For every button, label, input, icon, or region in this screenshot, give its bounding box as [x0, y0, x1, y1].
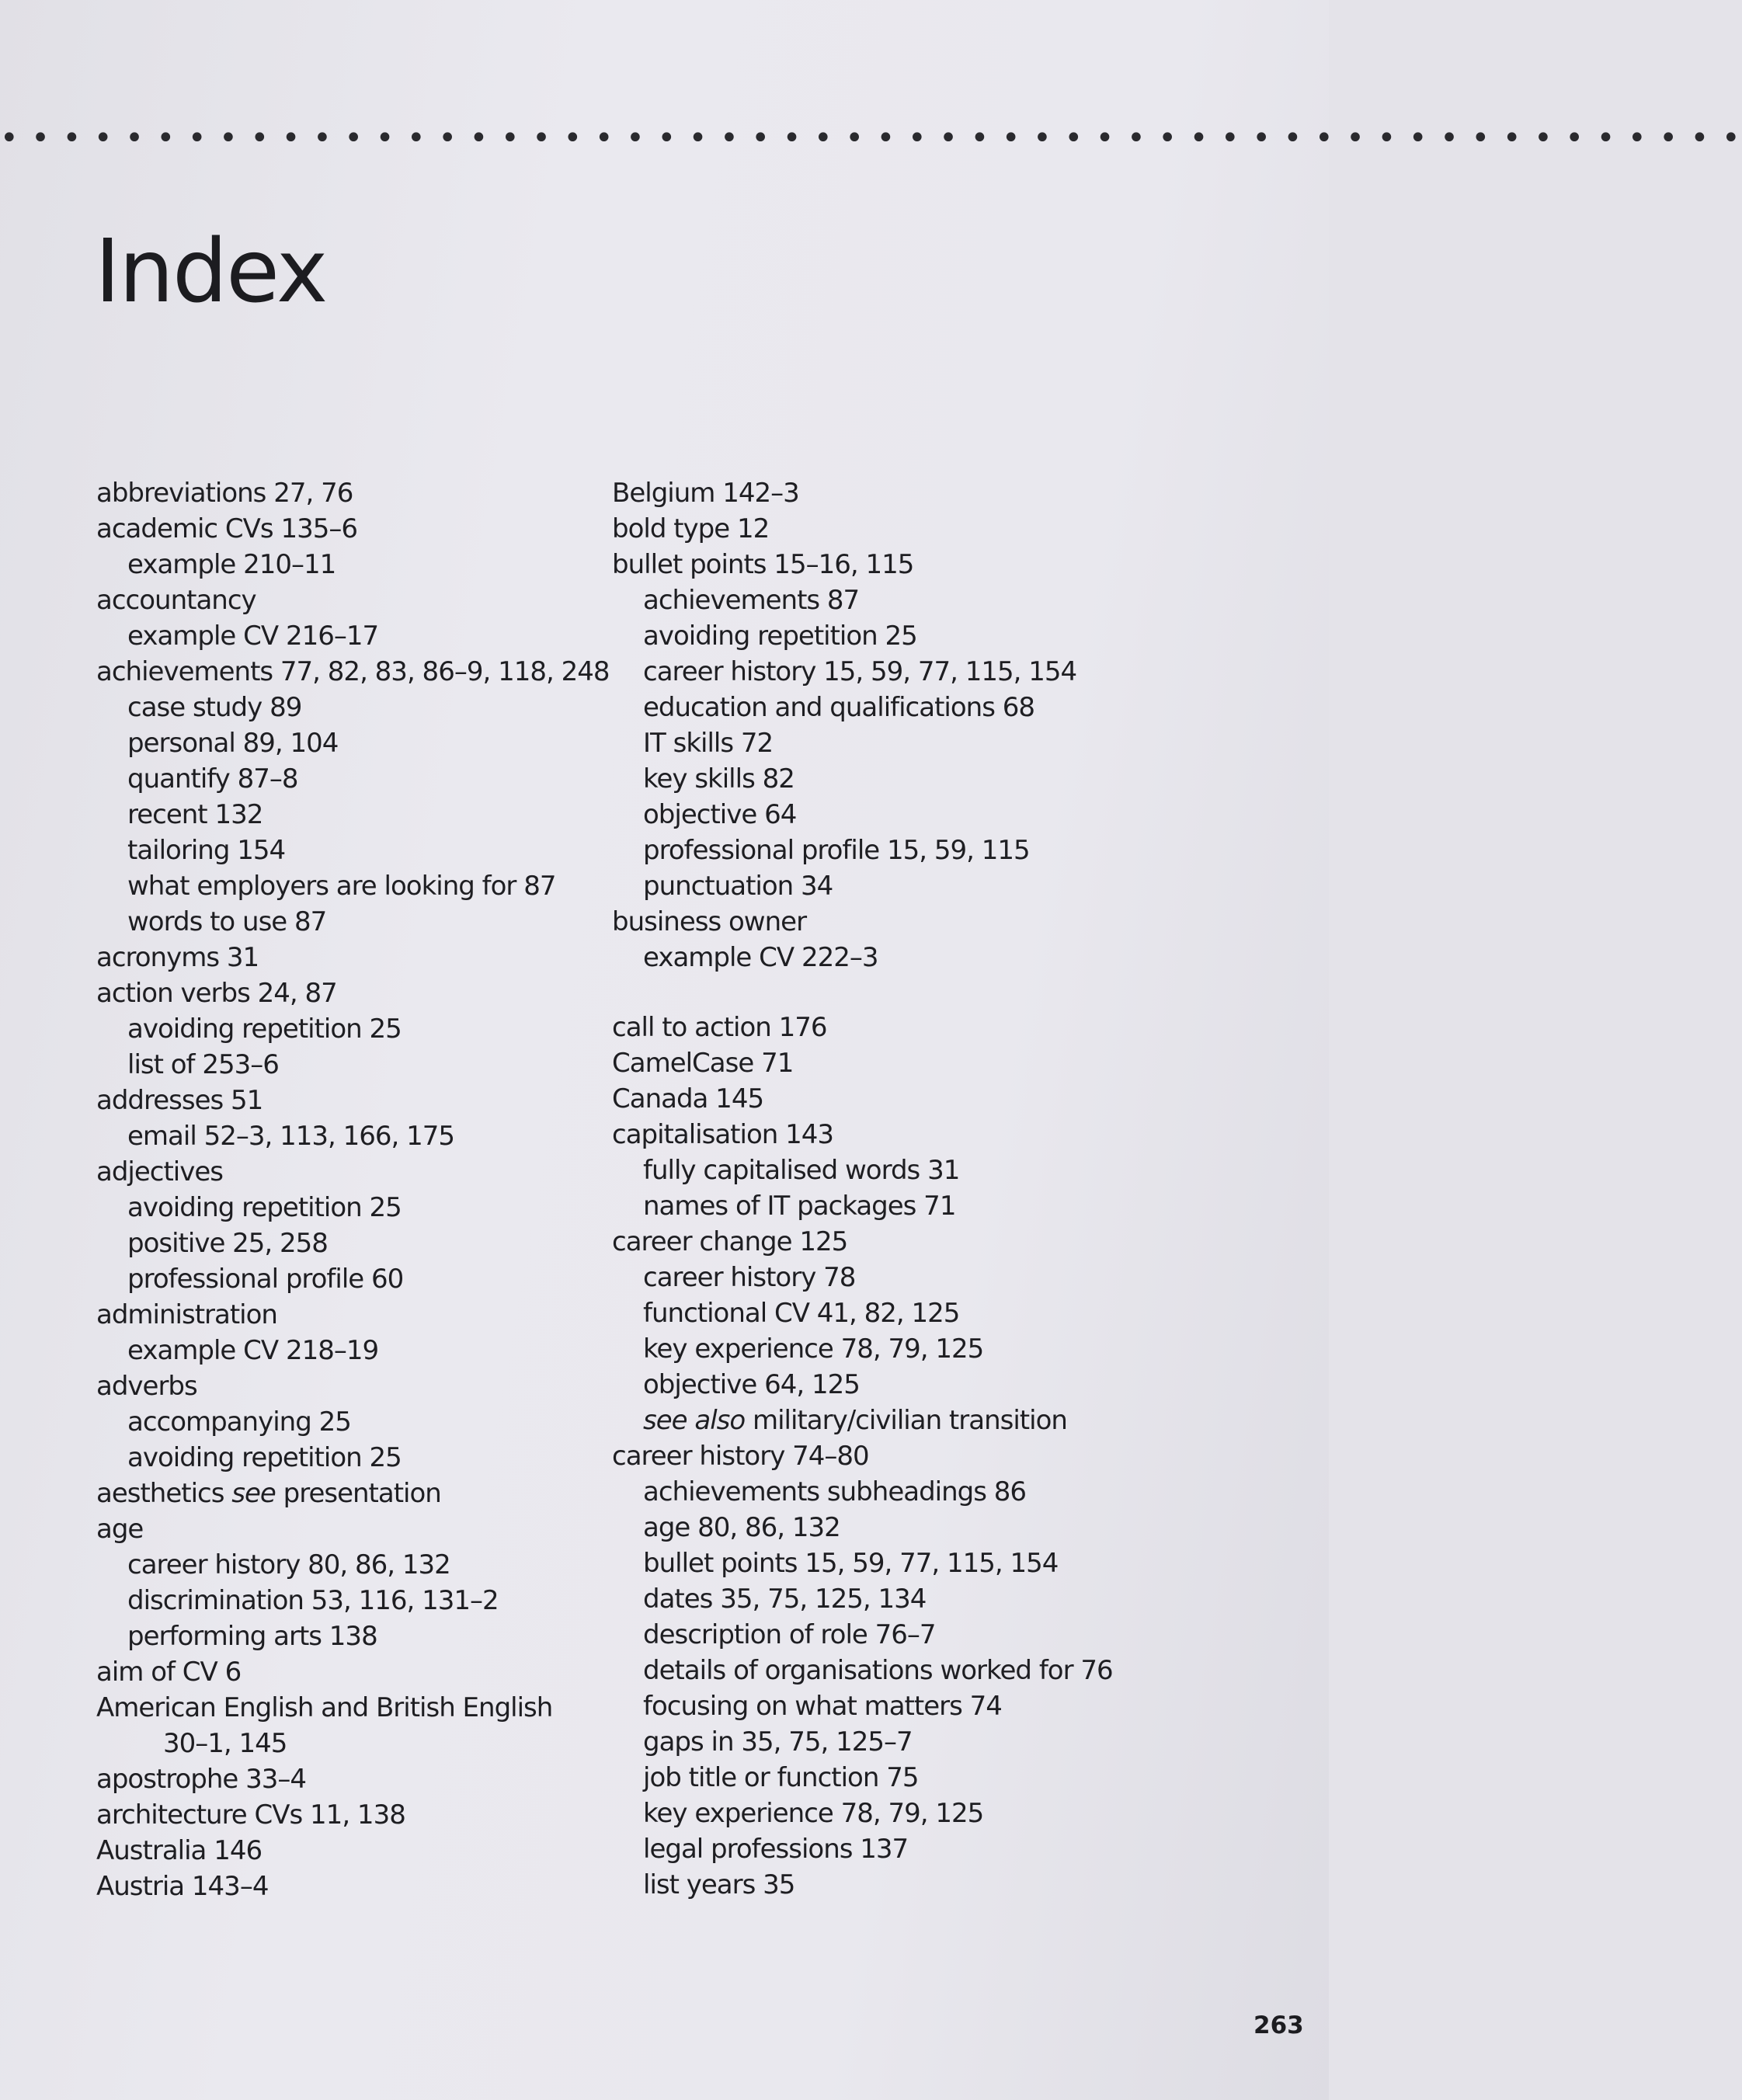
- index-entry-text: recent 132: [127, 799, 263, 830]
- index-entry: [96, 1690, 593, 1726]
- index-entry-text: avoiding repetition 25: [127, 1192, 402, 1223]
- index-subentry: [612, 654, 1156, 690]
- index-entry: [612, 547, 1156, 582]
- index-entry-text: focusing on what matters 74: [643, 1691, 1002, 1722]
- page-number: 263: [1253, 2011, 1304, 2039]
- index-entry-text: acronyms 31: [96, 942, 259, 973]
- index-entry-text: achievements subheadings 86: [643, 1476, 1027, 1507]
- index-subentry: [612, 690, 1156, 725]
- index-entry-text: avoiding repetition 25: [127, 1013, 402, 1045]
- index-entry-text: example CV 216–17: [127, 621, 379, 652]
- index-entry-text: example CV 218–19: [127, 1335, 379, 1366]
- index-entry-text: objective 64, 125: [643, 1369, 860, 1400]
- index-entry-text: words to use 87: [127, 906, 327, 937]
- index-entry-text: career history 74–80: [612, 1441, 869, 1472]
- index-entry: [612, 1010, 1156, 1045]
- index-subentry: [96, 1618, 593, 1654]
- index-subentry: [96, 1047, 593, 1083]
- index-entry: [612, 475, 1156, 511]
- index-subentry: [96, 761, 593, 797]
- index-entry: [96, 582, 593, 618]
- index-entry-text: case study 89: [127, 692, 302, 723]
- index-entry: [612, 1081, 1156, 1117]
- index-entry-text: career history 15, 59, 77, 115, 154: [643, 656, 1077, 687]
- index-entry-text: accountancy: [96, 585, 256, 616]
- index-entry-text: architecture CVs 11, 138: [96, 1799, 405, 1831]
- index-entry-text: career history 80, 86, 132: [127, 1549, 450, 1580]
- index-subentry: [96, 1583, 593, 1618]
- index-entry-text: description of role 76–7: [643, 1619, 936, 1650]
- index-entry-text: functional CV 41, 82, 125: [643, 1298, 960, 1329]
- index-entry: [96, 1297, 593, 1333]
- see-reference: see: [231, 1478, 276, 1509]
- index-entry-text: email 52–3, 113, 166, 175: [127, 1121, 455, 1152]
- see-target: presentation: [275, 1478, 441, 1509]
- index-subentry: [612, 1760, 1156, 1796]
- index-subentry: [612, 833, 1156, 868]
- index-subentry: [612, 1367, 1156, 1403]
- index-entry-text: education and qualifications 68: [643, 692, 1035, 723]
- index-entry: [96, 940, 593, 975]
- index-entry-text: bullet points 15–16, 115: [612, 549, 914, 580]
- index-entry: [96, 475, 593, 511]
- index-entry-text: bullet points 15, 59, 77, 115, 154: [643, 1548, 1059, 1579]
- index-entry-text: administration: [96, 1299, 277, 1330]
- index-entry-text: adjectives: [96, 1156, 224, 1187]
- index-entry: [96, 1869, 593, 1904]
- index-entry-text: fully capitalised words 31: [643, 1155, 960, 1186]
- index-subentry: [96, 797, 593, 833]
- index-entry-text: dates 35, 75, 125, 134: [643, 1584, 927, 1615]
- see-reference: see also: [643, 1405, 746, 1436]
- index-entry-text: gaps in 35, 75, 125–7: [643, 1726, 913, 1758]
- index-entry-text: adverbs: [96, 1371, 197, 1402]
- index-subentry: [612, 725, 1156, 761]
- index-entry-text: Canada 145: [612, 1083, 764, 1114]
- index-entry-text: aesthetics: [96, 1478, 224, 1509]
- index-subentry: [96, 690, 593, 725]
- index-subentry: [612, 1510, 1156, 1545]
- index-entry-text: personal 89, 104: [127, 728, 339, 759]
- index-subentry: [96, 833, 593, 868]
- index-entry-text: accompanying 25: [127, 1406, 351, 1438]
- index-section-gap: [612, 975, 1156, 1010]
- index-entry-text: performing arts 138: [127, 1621, 377, 1652]
- index-subentry: [612, 940, 1156, 975]
- index-entry-text: age 80, 86, 132: [643, 1512, 840, 1543]
- index-subentry: [612, 1617, 1156, 1653]
- index-entry-text: IT skills 72: [643, 728, 774, 759]
- index-entry: [612, 1117, 1156, 1153]
- index-subentry: [96, 904, 593, 940]
- index-entry-text: quantify 87–8: [127, 763, 298, 794]
- index-entry-text: professional profile 60: [127, 1264, 404, 1295]
- index-subentry: [612, 618, 1156, 654]
- index-entry-text: Australia 146: [96, 1835, 263, 1866]
- index-entry-text: key skills 82: [643, 763, 795, 794]
- index-subentry: [612, 1688, 1156, 1724]
- index-entry-text: tailoring 154: [127, 835, 286, 866]
- index-entry-text: American English and British English: [96, 1692, 553, 1723]
- index-subentry: [612, 1831, 1156, 1867]
- index-subentry: [612, 582, 1156, 618]
- index-subentry: [612, 1188, 1156, 1224]
- index-entry: [96, 1761, 593, 1797]
- index-subentry: [96, 868, 593, 904]
- index-entry-text: avoiding repetition 25: [127, 1442, 402, 1473]
- index-entry-text: CamelCase 71: [612, 1048, 794, 1079]
- index-entry-text: action verbs 24, 87: [96, 978, 337, 1009]
- index-entry-text: professional profile 15, 59, 115: [643, 835, 1030, 866]
- index-entry-text: list years 35: [643, 1869, 795, 1900]
- index-subentry: [96, 618, 593, 654]
- index-entry-text: career change 125: [612, 1226, 848, 1257]
- index-entry-text: academic CVs 135–6: [96, 513, 357, 544]
- index-entry-text: business owner: [612, 906, 807, 937]
- index-entry: [612, 1438, 1156, 1474]
- index-entry: [96, 1833, 593, 1869]
- index-subentry: [612, 1153, 1156, 1188]
- index-entry: [612, 1224, 1156, 1260]
- index-entry-text: example 210–11: [127, 549, 336, 580]
- index-entry-text: 30–1, 145: [163, 1728, 287, 1759]
- index-entry-text: objective 64: [643, 799, 797, 830]
- index-entry: [96, 1368, 593, 1404]
- index-entry-text: avoiding repetition 25: [643, 621, 917, 652]
- index-subentry: [96, 1440, 593, 1476]
- index-subentry: [612, 1474, 1156, 1510]
- index-entry-text: what employers are looking for 87: [127, 871, 556, 902]
- index-entry: [612, 1045, 1156, 1081]
- index-subentry: [612, 1581, 1156, 1617]
- index-entry: [96, 1083, 593, 1118]
- index-subentry: [96, 1190, 593, 1226]
- index-subentry: [96, 1118, 593, 1154]
- index-entry-text: job title or function 75: [643, 1762, 919, 1793]
- index-subentry: [612, 1545, 1156, 1581]
- dotted-rule: • • • • • • • • • • • • • • • • • • • • • • • • • • • • • • • • • • • • • • • • • • • • • • • • • • • • • • • •: [0, 120, 1742, 156]
- index-entry-text: bold type 12: [612, 513, 770, 544]
- index-entry-text: details of organisations worked for 76: [643, 1655, 1113, 1686]
- index-subentry: [96, 1226, 593, 1261]
- index-entry-text: key experience 78, 79, 125: [643, 1333, 984, 1365]
- index-entry-text: age: [96, 1514, 144, 1545]
- index-entry: [612, 511, 1156, 547]
- index-entry-text: example CV 222–3: [643, 942, 878, 973]
- index-subentry: [96, 1404, 593, 1440]
- see-target: military/civilian transition: [745, 1405, 1067, 1436]
- index-entry: [96, 1797, 593, 1833]
- index-column-left: [96, 475, 610, 1904]
- index-entry: [612, 904, 1156, 940]
- index-entry-text: Belgium 142–3: [612, 478, 799, 509]
- index-subentry: [612, 761, 1156, 797]
- index-entry-text: aim of CV 6: [96, 1657, 242, 1688]
- index-entry-text: positive 25, 258: [127, 1228, 328, 1259]
- index-entry-text: names of IT packages 71: [643, 1191, 956, 1222]
- index-column-right: [612, 475, 1156, 1903]
- index-entry-text: apostrophe 33–4: [96, 1764, 307, 1795]
- index-entry: [96, 511, 593, 547]
- index-entry: [96, 1511, 593, 1547]
- index-entry-text: addresses 51: [96, 1085, 263, 1116]
- index-subentry: [96, 1726, 593, 1761]
- index-entry: [96, 654, 610, 690]
- index-entry-text: list of 253–6: [127, 1049, 279, 1080]
- index-subentry: [612, 868, 1156, 904]
- index-entry-text: achievements 77, 82, 83, 86–9, 118, 248: [96, 656, 610, 687]
- index-subentry: [612, 1724, 1156, 1760]
- index-entry-text: career history 78: [643, 1262, 856, 1293]
- index-entry-text: capitalisation 143: [612, 1119, 833, 1150]
- index-subentry: [96, 1333, 593, 1368]
- index-entry-text: abbreviations 27, 76: [96, 478, 353, 509]
- index-entry-text: key experience 78, 79, 125: [643, 1798, 984, 1829]
- page-title: Index: [95, 221, 327, 322]
- index-entry: [96, 1476, 593, 1511]
- index-entry-text: punctuation 34: [643, 871, 833, 902]
- index-entry: [96, 975, 593, 1011]
- index-entry-text: call to action 176: [612, 1012, 827, 1043]
- index-subentry: [96, 1011, 593, 1047]
- index-entry: [96, 1154, 593, 1190]
- index-subentry: [612, 1403, 1156, 1438]
- index-subentry: [612, 1331, 1156, 1367]
- index-entry: [96, 1654, 593, 1690]
- index-subentry: [96, 547, 593, 582]
- index-subentry: [612, 1867, 1156, 1903]
- index-subentry: [96, 1261, 593, 1297]
- index-entry-text: legal professions 137: [643, 1834, 909, 1865]
- index-subentry: [612, 1796, 1156, 1831]
- index-subentry: [612, 797, 1156, 833]
- index-entry-text: discrimination 53, 116, 131–2: [127, 1585, 499, 1616]
- index-entry-text: achievements 87: [643, 585, 860, 616]
- index-subentry: [612, 1260, 1156, 1295]
- index-subentry: [612, 1653, 1156, 1688]
- index-subentry: [96, 1547, 593, 1583]
- index-subentry: [96, 725, 593, 761]
- index-entry-text: Austria 143–4: [96, 1871, 269, 1902]
- index-subentry: [612, 1295, 1156, 1331]
